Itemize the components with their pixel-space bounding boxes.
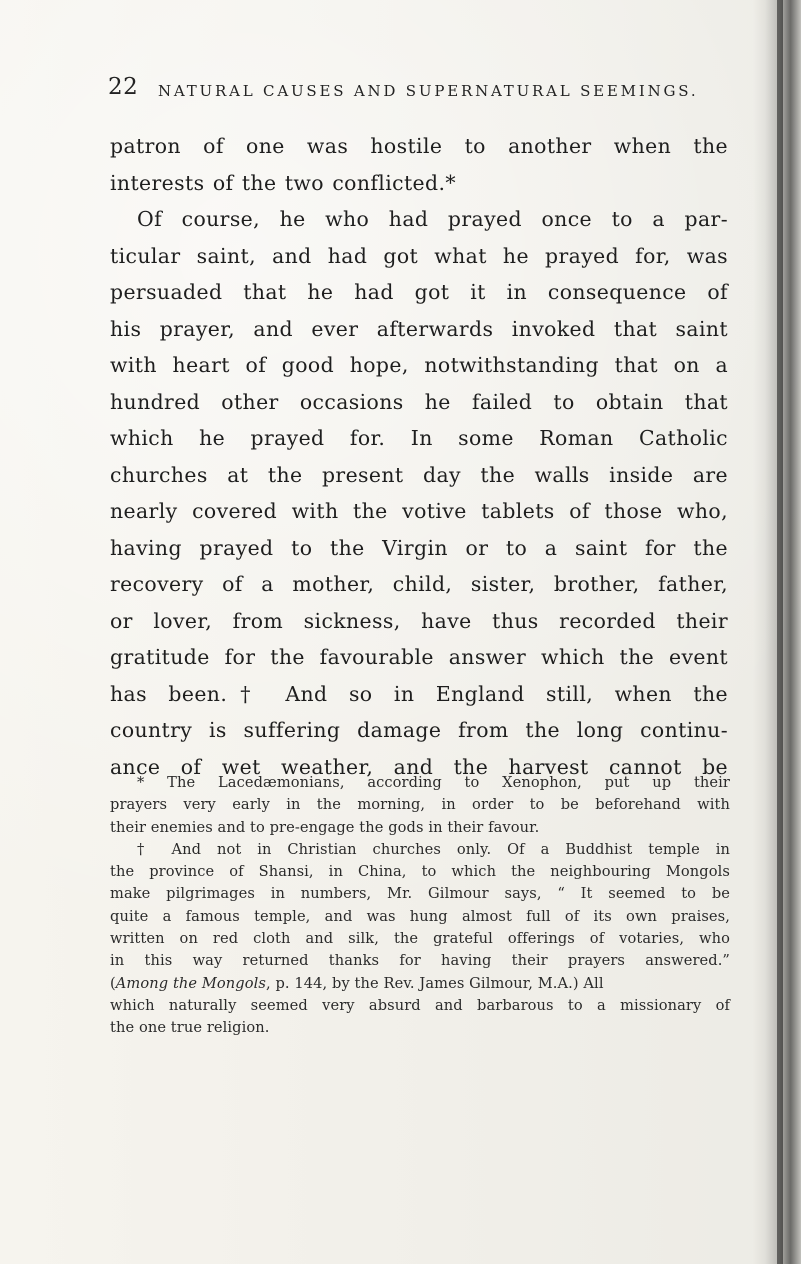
text-line: which he prayed for. In some Roman Catholic bbox=[110, 426, 728, 450]
text-line: interests of the two conflicted.* bbox=[110, 170, 456, 195]
running-title: NATURAL CAUSES AND SUPERNATURAL SEEMINGS. bbox=[158, 82, 699, 100]
footnote-line: their enemies and to pre-engage the gods in their favour. bbox=[110, 818, 540, 836]
text-line: churches at the present day the walls inside are bbox=[110, 462, 728, 487]
text-line: hundred other occasions he failed to obtain that bbox=[110, 389, 728, 414]
text-line: has been.† And so in England still, when the bbox=[110, 681, 728, 706]
text-line: ance of wet weather, and the harvest cannot be bbox=[110, 754, 728, 779]
footnote-citation-line bbox=[110, 973, 730, 995]
citation-rest: , p. 144, by the Rev. James Gilmour, M.A.) All bbox=[266, 974, 604, 992]
footnote-line: make pilgrimages in numbers, Mr. Gilmour says, “ It seemed to be bbox=[110, 885, 730, 903]
text-line: Of course, he who had prayed once to a par- bbox=[137, 207, 728, 231]
running-head bbox=[108, 74, 748, 114]
text-line: country is suffering damage from the long continu- bbox=[110, 718, 728, 742]
footnote-line: which naturally seemed very absurd and barbarous to a missionary of bbox=[110, 996, 730, 1014]
main-text bbox=[110, 128, 728, 785]
text-line: having prayed to the Virgin or to a saint for the bbox=[110, 535, 728, 560]
footnote-line: prayers very early in the morning, in order to be beforehand with bbox=[110, 796, 730, 814]
text-line: patron of one was hostile to another when the bbox=[110, 134, 728, 158]
footnote-line: the one true religion. bbox=[110, 1019, 270, 1037]
footnote-line: in this way returned thanks for having their prayers answered.” bbox=[110, 952, 730, 970]
text-line: or lover, from sickness, have thus recorded their bbox=[110, 608, 728, 633]
footnote-line: written on red cloth and silk, the grateful offerings of votaries, who bbox=[110, 930, 730, 948]
text-line: nearly covered with the votive tablets of those who, bbox=[110, 499, 728, 523]
footnote-line: the province of Shansi, in China, to which the neighbouring Mongols bbox=[110, 863, 730, 881]
text-line: his prayer, and ever afterwards invoked that saint bbox=[110, 316, 728, 341]
citation-open: ( bbox=[110, 974, 116, 992]
page-edge bbox=[777, 0, 783, 1264]
text-line: persuaded that he had got it in consequence of bbox=[110, 280, 728, 304]
text-line: recovery of a mother, child, sister, brother, father, bbox=[110, 572, 728, 596]
text-line: with heart of good hope, notwithstanding that on a bbox=[110, 353, 728, 377]
text-line: gratitude for the favourable answer which the event bbox=[110, 645, 728, 669]
footnote-line: † And not in Christian churches only. Of a Buddhist temple in bbox=[137, 840, 730, 858]
footnotes bbox=[110, 772, 730, 1040]
page-number: 22 bbox=[108, 74, 139, 100]
footnote-line: * The Lacedæmonians, according to Xenophon, put up their bbox=[137, 774, 730, 791]
text-line: ticular saint, and had got what he prayed for, was bbox=[110, 243, 728, 268]
citation-title: Among the Mongols bbox=[115, 974, 266, 992]
footnote-line: quite a famous temple, and was hung almost full of its own praises, bbox=[110, 907, 730, 925]
